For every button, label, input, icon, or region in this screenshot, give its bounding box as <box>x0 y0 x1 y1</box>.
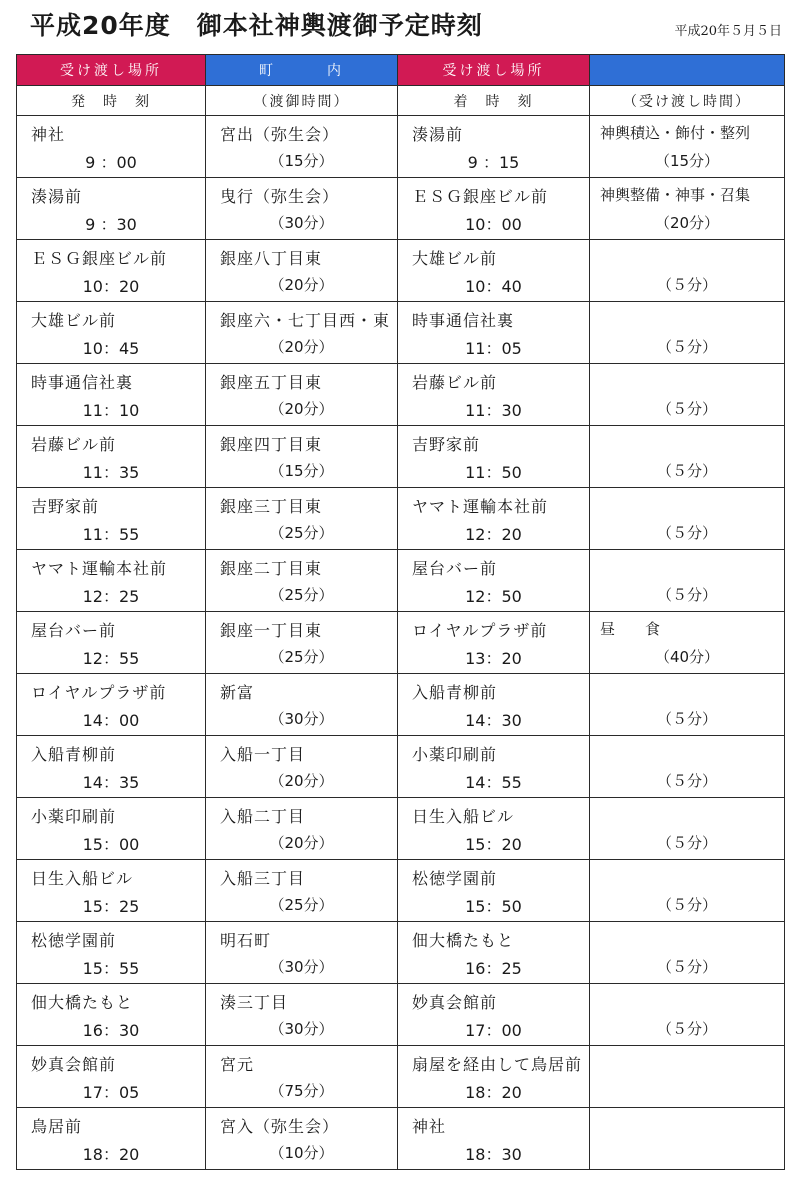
subheader-handover-time: （受け渡し時間） <box>590 86 785 116</box>
handover-note: 神輿整備・神事・召集 <box>600 186 751 204</box>
handover-cell <box>590 178 785 240</box>
town-name: 曳行（弥生会） <box>220 187 340 206</box>
handover-duration: （20分） <box>654 214 720 232</box>
arrival-place: 屋台バー前 <box>412 559 498 578</box>
departure-place: 神社 <box>31 125 66 144</box>
handover-cell <box>590 240 785 302</box>
arrival-cell <box>398 488 590 550</box>
departure-time: 17：05 <box>82 1083 140 1102</box>
handover-duration: （５分） <box>656 524 717 542</box>
subheader-procession-time: （渡御時間） <box>206 86 398 116</box>
subheader-departure-time: 発 時 刻 <box>17 86 206 116</box>
arrival-time: 12：50 <box>465 587 522 606</box>
departure-time: 9 ：00 <box>85 153 137 172</box>
procession-duration: （10分） <box>269 1144 334 1162</box>
arrival-cell <box>398 240 590 302</box>
handover-cell <box>590 302 785 364</box>
handover-cell <box>590 1108 785 1170</box>
departure-time: 11：35 <box>82 463 140 482</box>
town-name: 宮出（弥生会） <box>220 125 340 144</box>
header-handover-place-departure: 受け渡し場所 <box>17 55 206 86</box>
table-row <box>17 922 785 984</box>
subheader-arrival-time: 着 時 刻 <box>398 86 590 116</box>
arrival-time: 11：50 <box>465 463 522 482</box>
departure-time: 12：25 <box>82 587 140 606</box>
town-name: 銀座六・七丁目西・東 <box>220 311 391 330</box>
arrival-cell <box>398 922 590 984</box>
handover-cell <box>590 984 785 1046</box>
arrival-time: 18：30 <box>465 1145 522 1164</box>
procession-duration: （20分） <box>269 276 334 294</box>
handover-note: 昼 食 <box>600 620 661 638</box>
table-row <box>17 426 785 488</box>
header-row <box>17 55 785 86</box>
procession-duration: （20分） <box>269 400 334 418</box>
procession-duration: （25分） <box>269 524 334 542</box>
arrival-time: 15：20 <box>465 835 522 854</box>
procession-duration: （30分） <box>269 214 334 232</box>
table-row <box>17 984 785 1046</box>
handover-cell <box>590 550 785 612</box>
departure-place: ロイヤルプラザ前 <box>31 683 167 702</box>
departure-cell <box>17 240 206 302</box>
departure-time: 14：35 <box>82 773 140 792</box>
departure-cell <box>17 488 206 550</box>
town-name: 銀座四丁目東 <box>220 435 323 454</box>
handover-cell <box>590 736 785 798</box>
arrival-place: 松徳学園前 <box>412 869 498 888</box>
town-cell <box>206 612 398 674</box>
arrival-cell <box>398 116 590 178</box>
departure-place: 岩藤ビル前 <box>31 435 117 454</box>
handover-duration: （５分） <box>656 1020 717 1038</box>
document-header <box>0 0 800 52</box>
departure-time: 18：20 <box>82 1145 140 1164</box>
arrival-place: 日生入船ビル <box>412 807 515 826</box>
table-row <box>17 550 785 612</box>
procession-duration: （25分） <box>269 586 334 604</box>
town-name: 入船三丁目 <box>220 869 306 888</box>
arrival-place: 入船青柳前 <box>412 683 498 702</box>
departure-cell <box>17 860 206 922</box>
arrival-time: 16：25 <box>465 959 522 978</box>
arrival-cell <box>398 1046 590 1108</box>
departure-place: ＥＳＧ銀座ビル前 <box>31 249 168 268</box>
handover-duration: （５分） <box>656 462 717 480</box>
header-blank <box>590 55 785 86</box>
town-cell <box>206 674 398 736</box>
town-cell <box>206 860 398 922</box>
handover-cell <box>590 364 785 426</box>
table-row <box>17 612 785 674</box>
departure-cell <box>17 674 206 736</box>
document-date: 平成20年５月５日 <box>674 24 782 39</box>
table-row <box>17 860 785 922</box>
arrival-place: 扇屋を経由して鳥居前 <box>412 1055 583 1074</box>
departure-time: 11：55 <box>82 525 140 544</box>
arrival-cell <box>398 550 590 612</box>
departure-place: 妙真会館前 <box>31 1055 117 1074</box>
arrival-cell <box>398 984 590 1046</box>
arrival-cell <box>398 612 590 674</box>
town-cell <box>206 240 398 302</box>
procession-duration: （25分） <box>269 896 334 914</box>
table-row <box>17 736 785 798</box>
departure-place: 吉野家前 <box>31 497 100 516</box>
arrival-cell <box>398 736 590 798</box>
handover-duration: （15分） <box>654 152 720 170</box>
town-cell <box>206 736 398 798</box>
town-cell <box>206 1046 398 1108</box>
departure-cell <box>17 426 206 488</box>
handover-duration: （５分） <box>656 710 717 728</box>
arrival-place: 吉野家前 <box>412 435 481 454</box>
table-row <box>17 240 785 302</box>
handover-duration: （５分） <box>656 834 717 852</box>
handover-cell <box>590 860 785 922</box>
procession-duration: （15分） <box>269 462 334 480</box>
table-row <box>17 178 785 240</box>
table-row <box>17 1108 785 1170</box>
arrival-time: 9 ：15 <box>467 153 520 172</box>
handover-duration: （５分） <box>656 338 717 356</box>
town-cell <box>206 364 398 426</box>
arrival-cell <box>398 860 590 922</box>
departure-time: 15：55 <box>82 959 140 978</box>
handover-cell <box>590 426 785 488</box>
arrival-place: 神社 <box>412 1117 447 1136</box>
handover-cell <box>590 1046 785 1108</box>
town-name: 明石町 <box>220 931 272 950</box>
procession-duration: （20分） <box>269 772 334 790</box>
arrival-place: ＥＳＧ銀座ビル前 <box>412 187 549 206</box>
header-handover-place-arrival: 受け渡し場所 <box>398 55 590 86</box>
departure-place: 時事通信社裏 <box>31 373 134 392</box>
departure-place: 小薬印刷前 <box>31 807 117 826</box>
arrival-cell <box>398 302 590 364</box>
arrival-place: 大雄ビル前 <box>412 249 498 268</box>
handover-cell <box>590 488 785 550</box>
handover-duration: （５分） <box>656 400 717 418</box>
departure-time: 16：30 <box>82 1021 140 1040</box>
document-title: 平成20年度 御本社神輿渡御予定時刻 <box>30 11 483 40</box>
departure-cell <box>17 798 206 860</box>
table-row <box>17 674 785 736</box>
arrival-cell <box>398 798 590 860</box>
procession-duration: （15分） <box>269 152 334 170</box>
town-name: 入船一丁目 <box>220 745 306 764</box>
town-name: 銀座五丁目東 <box>220 373 323 392</box>
arrival-place: ロイヤルプラザ前 <box>412 621 548 640</box>
town-cell <box>206 922 398 984</box>
table-row <box>17 798 785 860</box>
procession-duration: （75分） <box>269 1082 334 1100</box>
handover-cell <box>590 922 785 984</box>
departure-place: ヤマト運輸本社前 <box>31 559 168 578</box>
departure-time: 9 ：30 <box>85 215 137 234</box>
table-row <box>17 1046 785 1108</box>
arrival-cell <box>398 364 590 426</box>
departure-cell <box>17 178 206 240</box>
town-cell <box>206 116 398 178</box>
departure-cell <box>17 364 206 426</box>
arrival-time: 15：50 <box>465 897 522 916</box>
arrival-place: 湊湯前 <box>412 125 464 144</box>
arrival-time: 11：30 <box>465 401 522 420</box>
table-row <box>17 302 785 364</box>
procession-duration: （20分） <box>269 338 334 356</box>
table-row <box>17 364 785 426</box>
departure-cell <box>17 984 206 1046</box>
arrival-time: 11：05 <box>465 339 522 358</box>
departure-cell <box>17 302 206 364</box>
departure-place: 松徳学園前 <box>31 931 117 950</box>
arrival-time: 10：40 <box>465 277 522 296</box>
departure-place: 大雄ビル前 <box>31 311 117 330</box>
town-cell <box>206 984 398 1046</box>
departure-cell <box>17 1046 206 1108</box>
departure-cell <box>17 550 206 612</box>
departure-time: 10：20 <box>82 277 140 296</box>
departure-cell <box>17 736 206 798</box>
town-cell <box>206 302 398 364</box>
departure-time: 15：00 <box>82 835 140 854</box>
town-name: 銀座二丁目東 <box>220 559 323 578</box>
procession-duration: （30分） <box>269 710 334 728</box>
departure-time: 12：55 <box>82 649 140 668</box>
departure-place: 湊湯前 <box>31 187 83 206</box>
handover-cell <box>590 674 785 736</box>
handover-duration: （５分） <box>656 772 717 790</box>
town-name: 新富 <box>220 683 255 702</box>
departure-time: 10：45 <box>82 339 140 358</box>
handover-duration: （５分） <box>656 276 717 294</box>
departure-time: 11：10 <box>82 401 140 420</box>
procession-duration: （30分） <box>269 1020 334 1038</box>
header-town: 町 内 <box>206 55 398 86</box>
town-cell <box>206 178 398 240</box>
arrival-place: 時事通信社裏 <box>412 311 515 330</box>
arrival-place: ヤマト運輸本社前 <box>412 497 549 516</box>
arrival-time: 18：20 <box>465 1083 522 1102</box>
handover-duration: （５分） <box>656 958 717 976</box>
handover-cell <box>590 798 785 860</box>
procession-duration: （30分） <box>269 958 334 976</box>
town-name: 銀座八丁目東 <box>220 249 323 268</box>
arrival-time: 14：55 <box>465 773 522 792</box>
town-name: 銀座一丁目東 <box>220 621 323 640</box>
handover-cell <box>590 612 785 674</box>
departure-time: 14：00 <box>82 711 140 730</box>
handover-duration: （40分） <box>654 648 720 666</box>
arrival-place: 岩藤ビル前 <box>412 373 498 392</box>
handover-duration: （５分） <box>656 896 717 914</box>
departure-place: 鳥居前 <box>31 1117 83 1136</box>
arrival-cell <box>398 426 590 488</box>
subheader-row <box>17 86 785 116</box>
arrival-time: 10：00 <box>465 215 522 234</box>
procession-duration: （25分） <box>269 648 334 666</box>
arrival-place: 妙真会館前 <box>412 993 498 1012</box>
handover-note: 神輿積込・飾付・整列 <box>600 124 751 142</box>
town-cell <box>206 550 398 612</box>
town-name: 湊三丁目 <box>220 993 289 1012</box>
town-cell <box>206 1108 398 1170</box>
table-row <box>17 488 785 550</box>
arrival-place: 佃大橋たもと <box>412 931 515 950</box>
town-cell <box>206 488 398 550</box>
arrival-time: 13：20 <box>465 649 522 668</box>
departure-cell <box>17 922 206 984</box>
departure-place: 日生入船ビル <box>31 869 134 888</box>
departure-cell <box>17 116 206 178</box>
departure-cell <box>17 1108 206 1170</box>
handover-duration: （５分） <box>656 586 717 604</box>
arrival-place: 小薬印刷前 <box>412 745 498 764</box>
departure-place: 屋台バー前 <box>31 621 117 640</box>
town-name: 宮元 <box>220 1055 255 1074</box>
town-cell <box>206 426 398 488</box>
procession-duration: （20分） <box>269 834 334 852</box>
schedule-table <box>16 54 785 1170</box>
arrival-time: 12：20 <box>465 525 522 544</box>
arrival-cell <box>398 178 590 240</box>
arrival-cell <box>398 674 590 736</box>
table-row <box>17 116 785 178</box>
handover-cell <box>590 116 785 178</box>
departure-place: 佃大橋たもと <box>31 993 134 1012</box>
departure-time: 15：25 <box>82 897 140 916</box>
town-cell <box>206 798 398 860</box>
town-name: 入船二丁目 <box>220 807 306 826</box>
departure-cell <box>17 612 206 674</box>
arrival-time: 17：00 <box>465 1021 522 1040</box>
arrival-time: 14：30 <box>465 711 522 730</box>
town-name: 銀座三丁目東 <box>220 497 323 516</box>
arrival-cell <box>398 1108 590 1170</box>
town-name: 宮入（弥生会） <box>220 1117 340 1136</box>
departure-place: 入船青柳前 <box>31 745 117 764</box>
